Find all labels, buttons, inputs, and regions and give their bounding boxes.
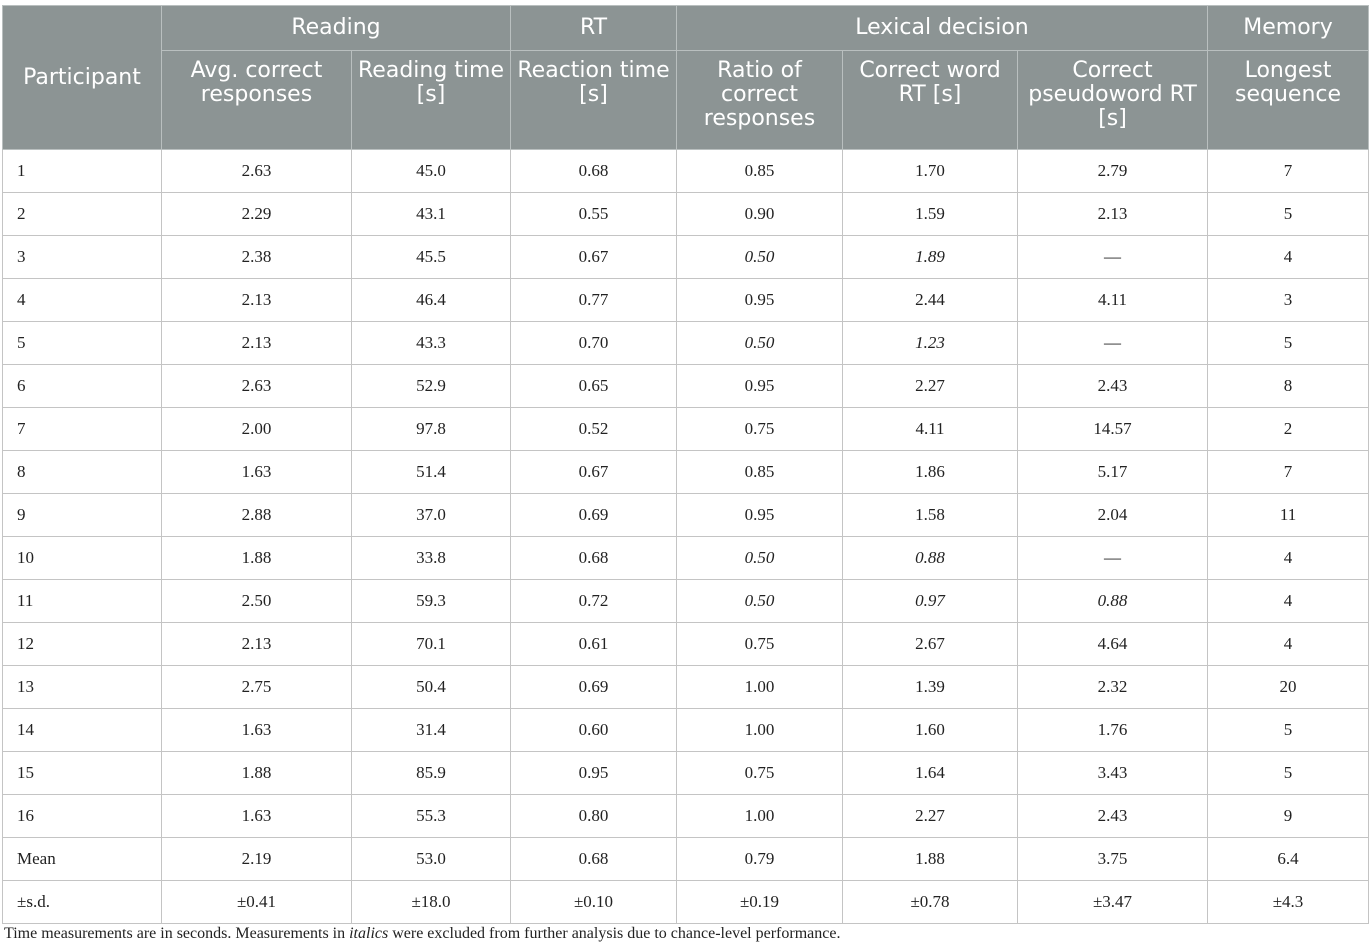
table-cell: 1.00: [677, 666, 843, 709]
table-cell: 0.69: [511, 494, 677, 537]
table-cell: 0.69: [511, 666, 677, 709]
table-cell: 2.79: [1018, 150, 1208, 193]
table-cell: 1.63: [162, 451, 352, 494]
table-cell: 1.70: [843, 150, 1018, 193]
table-cell: 0.67: [511, 236, 677, 279]
header-column-row: [3, 51, 1369, 150]
table-cell: 33.8: [352, 537, 511, 580]
group-header-lexical-decision: Lexical decision: [677, 6, 1208, 51]
table-cell: 53.0: [352, 838, 511, 881]
table-cell: 0.95: [677, 279, 843, 322]
table-cell: 4: [1208, 537, 1369, 580]
table-cell: 2.29: [162, 193, 352, 236]
table-cell: 2.27: [843, 365, 1018, 408]
table-cell: 14.57: [1018, 408, 1208, 451]
row-label-cell: 6: [3, 365, 162, 408]
table-row: [3, 279, 1369, 322]
table-cell: 0.88: [1018, 580, 1208, 623]
table-cell: —: [1018, 537, 1208, 580]
table-cell: 2.63: [162, 365, 352, 408]
table-cell: 0.90: [677, 193, 843, 236]
col-header-reaction-time: Reaction time [s]: [511, 51, 677, 150]
table-cell: 6.4: [1208, 838, 1369, 881]
table-cell: 0.68: [511, 537, 677, 580]
table-cell: 0.70: [511, 322, 677, 365]
row-label-cell: 15: [3, 752, 162, 795]
col-header-participant: Participant: [3, 6, 162, 150]
table-cell: 46.4: [352, 279, 511, 322]
table-cell: 0.72: [511, 580, 677, 623]
table-cell: 0.61: [511, 623, 677, 666]
table-cell: 0.50: [677, 236, 843, 279]
table-cell: ±0.41: [162, 881, 352, 924]
table-cell: 37.0: [352, 494, 511, 537]
table-cell: 51.4: [352, 451, 511, 494]
table-cell: 43.1: [352, 193, 511, 236]
table-cell: 2.43: [1018, 365, 1208, 408]
table-cell: 1.58: [843, 494, 1018, 537]
row-label-cell: 1: [3, 150, 162, 193]
row-label-cell: 3: [3, 236, 162, 279]
table-cell: 43.3: [352, 322, 511, 365]
table-row: [3, 623, 1369, 666]
row-label-cell: 13: [3, 666, 162, 709]
table-row: [3, 838, 1369, 881]
table-row: [3, 795, 1369, 838]
table-row: [3, 451, 1369, 494]
table-cell: 0.85: [677, 451, 843, 494]
table-header: [3, 6, 1369, 150]
table-cell: 2.13: [162, 623, 352, 666]
col-header-word-rt: Correct word RT [s]: [843, 51, 1018, 150]
row-label-cell: 9: [3, 494, 162, 537]
table-row: [3, 752, 1369, 795]
table-cell: 1.64: [843, 752, 1018, 795]
table-cell: 2.19: [162, 838, 352, 881]
table-cell: 1.39: [843, 666, 1018, 709]
table-row: [3, 408, 1369, 451]
table-cell: ±18.0: [352, 881, 511, 924]
table-cell: 0.65: [511, 365, 677, 408]
table-cell: 5.17: [1018, 451, 1208, 494]
table-cell: 0.75: [677, 752, 843, 795]
footnote-text-start: Time measurements are in seconds. Measurements in: [4, 925, 350, 942]
table-row: [3, 580, 1369, 623]
row-label-cell: 5: [3, 322, 162, 365]
col-header-pseudoword-rt: Correct pseudoword RT [s]: [1018, 51, 1208, 150]
table-cell: 4.64: [1018, 623, 1208, 666]
table-cell: 2: [1208, 408, 1369, 451]
table-cell: 5: [1208, 752, 1369, 795]
table-cell: 1.00: [677, 795, 843, 838]
table-cell: 1.23: [843, 322, 1018, 365]
table-cell: 0.77: [511, 279, 677, 322]
table-cell: ±3.47: [1018, 881, 1208, 924]
table-cell: 2.50: [162, 580, 352, 623]
row-label-cell: 8: [3, 451, 162, 494]
table-cell: 1.88: [843, 838, 1018, 881]
table-cell: 2.75: [162, 666, 352, 709]
row-label-cell: 11: [3, 580, 162, 623]
table-cell: 1.63: [162, 795, 352, 838]
table-row: [3, 709, 1369, 752]
table-cell: 4.11: [843, 408, 1018, 451]
table-cell: 31.4: [352, 709, 511, 752]
table-cell: 0.79: [677, 838, 843, 881]
table-cell: 45.5: [352, 236, 511, 279]
table-cell: 3: [1208, 279, 1369, 322]
table-cell: 0.80: [511, 795, 677, 838]
table-cell: 1.60: [843, 709, 1018, 752]
table-cell: 70.1: [352, 623, 511, 666]
table-cell: 7: [1208, 451, 1369, 494]
table-cell: 9: [1208, 795, 1369, 838]
table-cell: 2.88: [162, 494, 352, 537]
table-cell: 52.9: [352, 365, 511, 408]
group-header-memory: Memory: [1208, 6, 1369, 51]
table-cell: 0.95: [511, 752, 677, 795]
table-row: [3, 150, 1369, 193]
table-cell: 4: [1208, 623, 1369, 666]
row-label-cell: Mean: [3, 838, 162, 881]
table-cell: 2.13: [162, 279, 352, 322]
table-cell: ±0.78: [843, 881, 1018, 924]
table-cell: ±0.10: [511, 881, 677, 924]
table-cell: 0.50: [677, 580, 843, 623]
table-row: [3, 494, 1369, 537]
table-cell: 0.88: [843, 537, 1018, 580]
col-header-ratio-correct: Ratio of correct responses: [677, 51, 843, 150]
table-cell: 11: [1208, 494, 1369, 537]
row-label-cell: ±s.d.: [3, 881, 162, 924]
table-cell: 2.63: [162, 150, 352, 193]
footnote-italic-word: italics: [349, 925, 389, 942]
table-cell: 0.50: [677, 322, 843, 365]
results-table-container: [2, 5, 1368, 924]
table-footnote: [4, 925, 840, 943]
table-cell: 5: [1208, 193, 1369, 236]
table-cell: 2.67: [843, 623, 1018, 666]
table-cell: ±0.19: [677, 881, 843, 924]
table-row: [3, 881, 1369, 924]
table-cell: 2.27: [843, 795, 1018, 838]
footnote-text-end: were excluded from further analysis due to chance-level performance.: [388, 925, 841, 942]
table-cell: 0.95: [677, 494, 843, 537]
table-cell: 85.9: [352, 752, 511, 795]
col-header-longest-sequence: Longest sequence: [1208, 51, 1369, 150]
table-cell: 2.04: [1018, 494, 1208, 537]
results-table: [2, 5, 1369, 924]
table-cell: 1.88: [162, 537, 352, 580]
table-body: [3, 150, 1369, 924]
table-cell: 3.43: [1018, 752, 1208, 795]
table-cell: 0.85: [677, 150, 843, 193]
table-row: [3, 666, 1369, 709]
table-cell: 1.00: [677, 709, 843, 752]
group-header-reading: Reading: [162, 6, 511, 51]
table-cell: 2.44: [843, 279, 1018, 322]
table-cell: 0.60: [511, 709, 677, 752]
table-cell: —: [1018, 236, 1208, 279]
table-cell: 0.52: [511, 408, 677, 451]
table-cell: 1.89: [843, 236, 1018, 279]
table-cell: 8: [1208, 365, 1369, 408]
row-label-cell: 16: [3, 795, 162, 838]
table-cell: 0.97: [843, 580, 1018, 623]
table-cell: 55.3: [352, 795, 511, 838]
table-cell: 0.68: [511, 838, 677, 881]
table-cell: 2.13: [162, 322, 352, 365]
table-cell: 1.88: [162, 752, 352, 795]
table-cell: 1.76: [1018, 709, 1208, 752]
table-cell: 50.4: [352, 666, 511, 709]
table-cell: —: [1018, 322, 1208, 365]
col-header-reading-time: Reading time [s]: [352, 51, 511, 150]
table-row: [3, 537, 1369, 580]
table-cell: 59.3: [352, 580, 511, 623]
table-cell: 0.75: [677, 408, 843, 451]
table-row: [3, 365, 1369, 408]
table-cell: 1.63: [162, 709, 352, 752]
group-header-rt: RT: [511, 6, 677, 51]
table-cell: 0.95: [677, 365, 843, 408]
row-label-cell: 2: [3, 193, 162, 236]
table-cell: 2.32: [1018, 666, 1208, 709]
row-label-cell: 4: [3, 279, 162, 322]
table-cell: 7: [1208, 150, 1369, 193]
table-cell: 0.67: [511, 451, 677, 494]
table-cell: 4: [1208, 236, 1369, 279]
table-cell: 3.75: [1018, 838, 1208, 881]
table-cell: 5: [1208, 322, 1369, 365]
header-group-row: [3, 6, 1369, 51]
col-header-avg-correct: Avg. correct responses: [162, 51, 352, 150]
table-cell: 2.00: [162, 408, 352, 451]
table-cell: 2.13: [1018, 193, 1208, 236]
table-row: [3, 236, 1369, 279]
table-cell: 0.55: [511, 193, 677, 236]
row-label-cell: 14: [3, 709, 162, 752]
table-row: [3, 322, 1369, 365]
table-cell: 2.38: [162, 236, 352, 279]
table-cell: 2.43: [1018, 795, 1208, 838]
row-label-cell: 12: [3, 623, 162, 666]
row-label-cell: 10: [3, 537, 162, 580]
table-cell: 45.0: [352, 150, 511, 193]
table-cell: 0.68: [511, 150, 677, 193]
table-cell: ±4.3: [1208, 881, 1369, 924]
table-cell: 0.75: [677, 623, 843, 666]
table-cell: 1.86: [843, 451, 1018, 494]
table-cell: 1.59: [843, 193, 1018, 236]
table-cell: 0.50: [677, 537, 843, 580]
table-cell: 5: [1208, 709, 1369, 752]
table-cell: 20: [1208, 666, 1369, 709]
table-cell: 97.8: [352, 408, 511, 451]
table-cell: 4: [1208, 580, 1369, 623]
row-label-cell: 7: [3, 408, 162, 451]
table-row: [3, 193, 1369, 236]
table-cell: 4.11: [1018, 279, 1208, 322]
